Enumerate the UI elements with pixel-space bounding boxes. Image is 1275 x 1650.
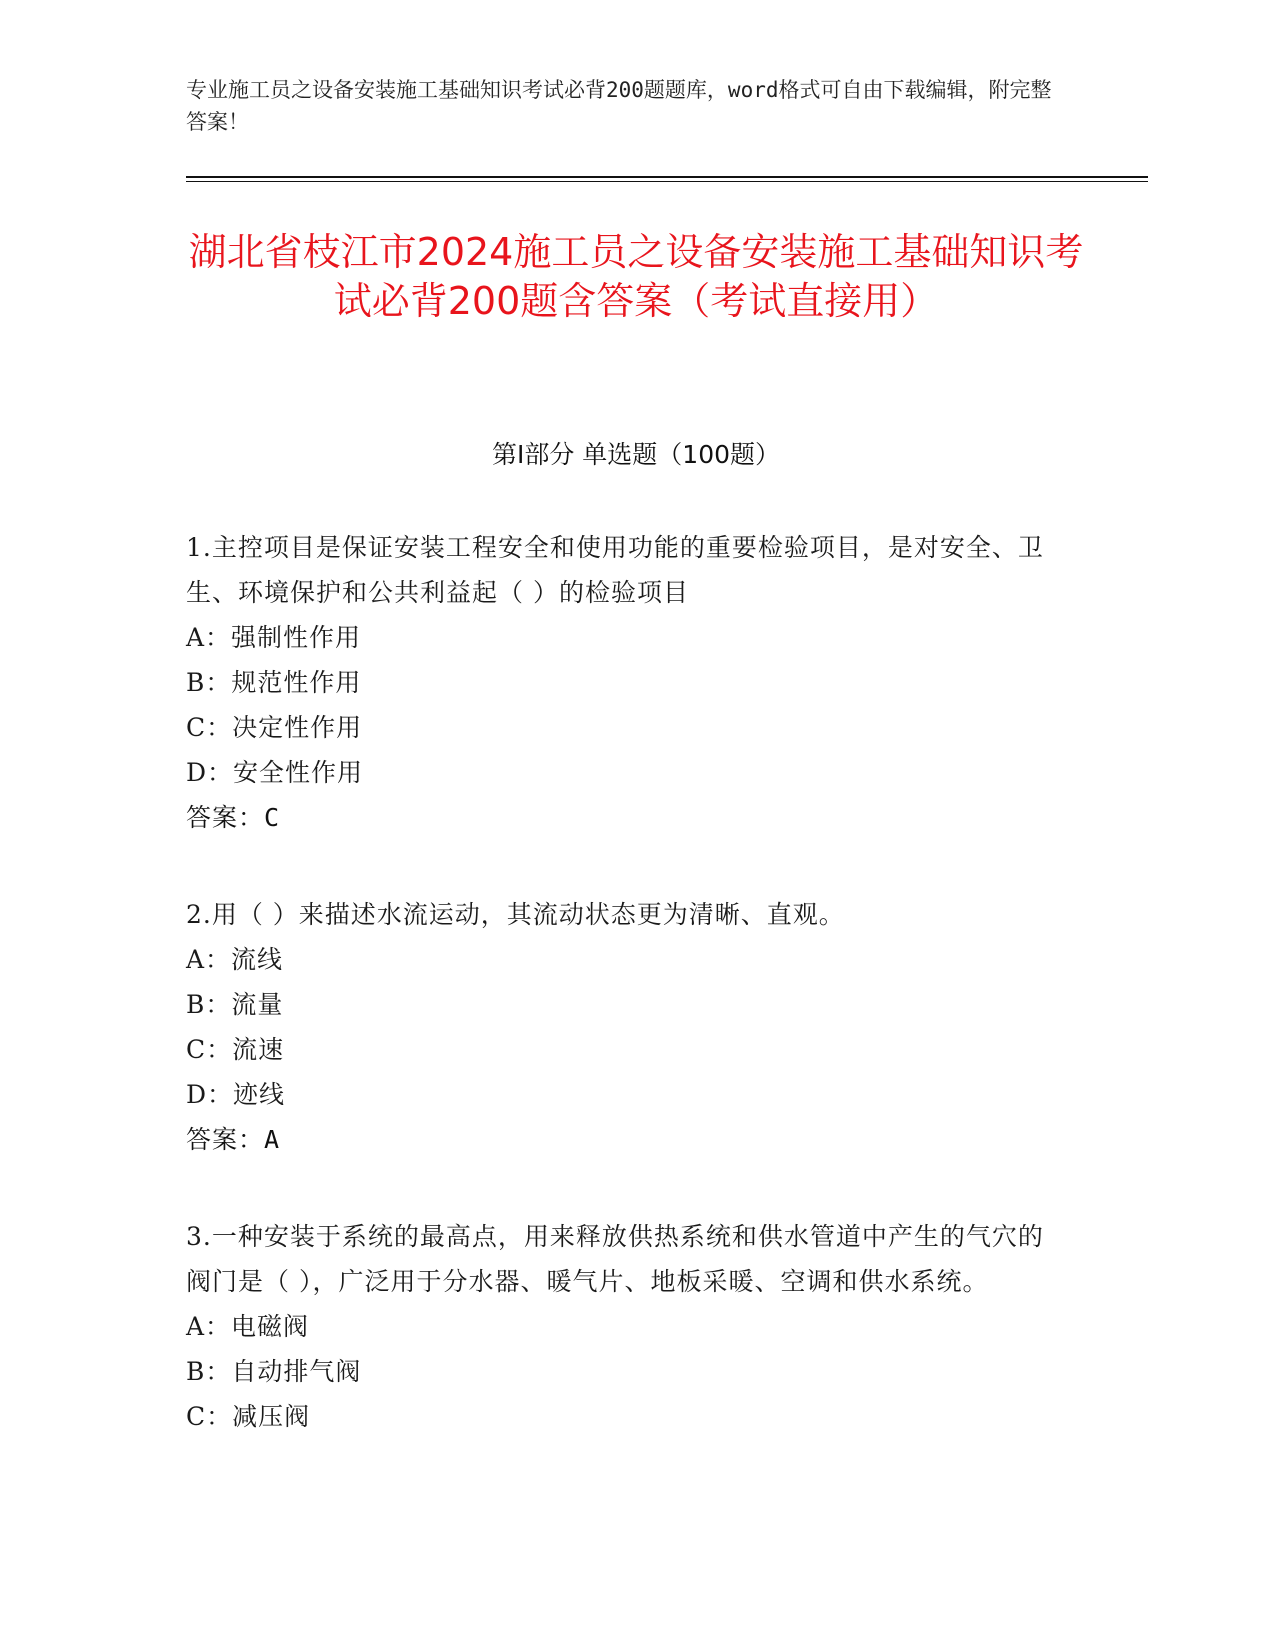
- option-a: A：电磁阀: [186, 1312, 310, 1341]
- question-stem: 1.主控项目是保证安装工程安全和使用功能的重要检验项目，是对安全、卫生、环境保护和公共利益起（ ）的检验项目: [186, 533, 1044, 607]
- answer-label: 答案：: [186, 1125, 265, 1154]
- option-b: B：流量: [186, 990, 284, 1019]
- header-divider-thin: [186, 181, 1148, 182]
- option-d: D：安全性作用: [186, 758, 364, 787]
- option-a: A：强制性作用: [186, 623, 362, 652]
- option-b: B：规范性作用: [186, 668, 362, 697]
- question-item: [186, 1214, 1066, 1439]
- option-c: C：决定性作用: [186, 713, 363, 742]
- answer-value: A: [264, 1125, 281, 1154]
- option-d: D：迹线: [186, 1080, 286, 1109]
- document-title: 湖北省枝江市2024施工员之设备安装施工基础知识考试必背200题含答案（考试直接用）: [188, 230, 1084, 323]
- header-divider-thick: [186, 176, 1148, 178]
- option-a: A：流线: [186, 945, 284, 974]
- option-b: B：自动排气阀: [186, 1357, 362, 1386]
- answer-label: 答案：: [186, 803, 265, 832]
- question-stem: 2.用（ ）来描述水流运动，其流动状态更为清晰、直观。: [186, 900, 845, 929]
- header-note: 专业施工员之设备安装施工基础知识考试必背200题题库，word格式可自由下载编辑，附完整答案！: [186, 78, 1052, 134]
- question-list: [186, 525, 1066, 1491]
- section-title: 第Ⅰ部分 单选题（100题）: [491, 440, 781, 469]
- option-c: C：减压阀: [186, 1402, 311, 1431]
- question-item: [186, 892, 1066, 1162]
- question-item: [186, 525, 1066, 840]
- answer-line: [186, 795, 1066, 840]
- option-c: C：流速: [186, 1035, 285, 1064]
- answer-line: [186, 1117, 1066, 1162]
- question-stem: 3.一种安装于系统的最高点，用来释放供热系统和供水管道中产生的气穴的阀门是（ ），广泛用于分水器、暖气片、地板采暖、空调和供水系统。: [186, 1222, 1044, 1296]
- answer-value: C: [264, 803, 281, 832]
